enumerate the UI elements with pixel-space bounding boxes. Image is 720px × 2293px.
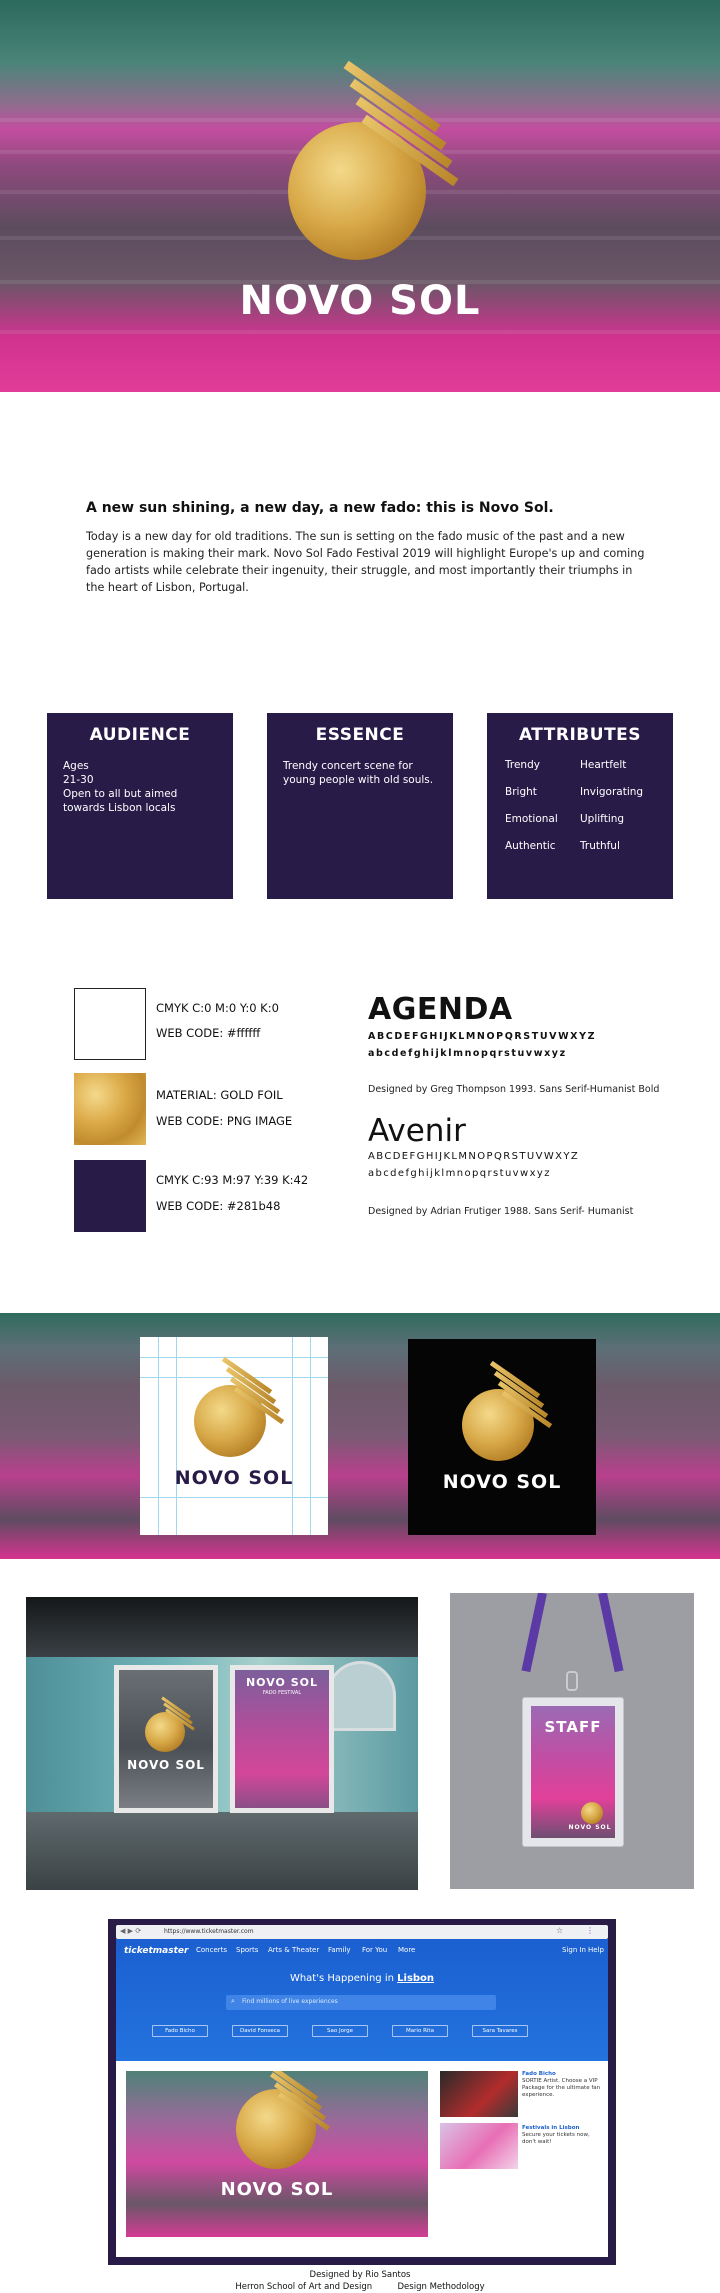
- nav-more[interactable]: More: [398, 1946, 416, 1954]
- chip-mario-rita[interactable]: Mario Rita: [392, 2025, 448, 2037]
- chip-david-fonseca[interactable]: David Fonseca: [232, 2025, 288, 2037]
- attribute-item: Bright: [505, 786, 537, 798]
- star-icon[interactable]: ☆: [556, 1926, 564, 1935]
- help-link[interactable]: Help: [588, 1946, 604, 1954]
- poster-brand-top: NOVO SOL: [245, 1676, 319, 1689]
- poster-subtitle: FADO FESTIVAL: [262, 1690, 302, 1696]
- attribute-item: Truthful: [580, 840, 620, 852]
- search-icon: ⌕: [231, 1997, 235, 2005]
- agenda-note: Designed by Greg Thompson 1993. Sans Serif-Humanist Bold: [368, 1084, 660, 1095]
- chip-fado-bicho[interactable]: Fado Bicho: [152, 2025, 208, 2037]
- avenir-note: Designed by Adrian Frutiger 1988. Sans Serif- Humanist: [368, 1206, 634, 1217]
- avenir-uppercase: ABCDEFGHIJKLMNOPQRSTUVWXYZ: [368, 1151, 580, 1162]
- agenda-font-name: AGENDA: [368, 992, 513, 1027]
- url-text[interactable]: https://www.ticketmaster.com: [164, 1928, 254, 1935]
- card-line: young people with old souls.: [283, 774, 434, 786]
- featured-banner[interactable]: [126, 2071, 428, 2237]
- ticketmaster-header: [116, 1939, 608, 2061]
- agenda-lowercase: abcdefghijklmnopqrstuvwxyz: [368, 1048, 567, 1059]
- nav-concerts[interactable]: Concerts: [196, 1946, 228, 1954]
- purple-swatch: [74, 1160, 146, 1232]
- browser-mockup: [108, 1919, 616, 2265]
- attribute-item: Trendy: [505, 759, 540, 771]
- card-line: Trendy concert scene for: [283, 760, 413, 772]
- essence-card: [267, 713, 453, 899]
- side-thumb-1[interactable]: [440, 2071, 518, 2117]
- menu-icon[interactable]: ⋮: [586, 1926, 594, 1935]
- white-cmyk: CMYK C:0 M:0 Y:0 K:0: [156, 1001, 279, 1015]
- card-line: Open to all but aimed: [63, 788, 178, 800]
- search-placeholder: Find millions of live experiences: [242, 1998, 338, 2005]
- side-item-1-text: SORTIE Artist. Choose a VIP Package for the ultimate fan experience.: [522, 2078, 601, 2098]
- avenir-lowercase: abcdefghijklmnopqrstuvwxyz: [368, 1168, 551, 1179]
- gold-material: MATERIAL: GOLD FOIL: [156, 1088, 283, 1102]
- avenir-font-name: Avenir: [368, 1113, 466, 1149]
- sign-in-link[interactable]: Sign In: [562, 1946, 586, 1954]
- audience-title: AUDIENCE: [89, 725, 191, 745]
- badge-brand: NOVO SOL: [568, 1824, 612, 1831]
- chip-sao-jorge[interactable]: Sao Jorge: [312, 2025, 368, 2037]
- side-item-2-title: Festivals in Lisbon: [522, 2125, 580, 2131]
- lanyard-badge-mockup: [450, 1593, 694, 1889]
- staff-label: STAFF: [544, 1718, 602, 1736]
- banner-brand: NOVO SOL: [220, 2179, 334, 2200]
- side-item-2-text: Secure your tickets now, don't wait!: [522, 2132, 590, 2145]
- card-line: 21-30: [63, 774, 94, 786]
- side-item-1-title: Fado Bicho: [522, 2071, 556, 2077]
- credit-course: Design Methodology: [397, 2282, 485, 2292]
- logo-grid-tile: [140, 1337, 328, 1535]
- search-box[interactable]: [226, 1995, 496, 2010]
- station-poster-mockup: [26, 1597, 418, 1890]
- credit-school: Herron School of Art and Design: [235, 2282, 373, 2292]
- browser-address-bar: [116, 1925, 608, 1939]
- side-thumb-2[interactable]: [440, 2123, 518, 2169]
- nav-arts[interactable]: Arts & Theater: [268, 1946, 320, 1954]
- ticketmaster-logo[interactable]: ticketmaster: [124, 1946, 189, 1956]
- nav-for-you[interactable]: For You: [362, 1946, 388, 1954]
- attributes-title: ATTRIBUTES: [518, 725, 642, 745]
- purple-webcode: WEB CODE: #281b48: [156, 1199, 281, 1213]
- attribute-item: Emotional: [505, 813, 558, 825]
- attribute-item: Invigorating: [580, 786, 644, 798]
- side-item-1[interactable]: [522, 2071, 602, 2099]
- gold-foil-swatch: [74, 1073, 146, 1145]
- chip-sara-tavares[interactable]: Sara Tavares: [472, 2025, 528, 2037]
- nav-sports[interactable]: Sports: [236, 1946, 259, 1954]
- agenda-uppercase: ABCDEFGHIJKLMNOPQRSTUVWXYZ: [368, 1031, 597, 1042]
- audience-card: [47, 713, 233, 899]
- headline: [116, 1973, 608, 1984]
- logo-black-tile: [408, 1339, 596, 1535]
- credit-school-line: [0, 2281, 720, 2293]
- card-line: towards Lisbon locals: [63, 802, 176, 814]
- hero-banner: [0, 0, 720, 392]
- credit-designer: Designed by Rio Santos: [309, 2270, 411, 2280]
- essence-title: ESSENCE: [315, 725, 405, 745]
- headline-city[interactable]: Lisbon: [397, 1973, 435, 1984]
- nav-family[interactable]: Family: [328, 1946, 351, 1954]
- attributes-card: [487, 713, 673, 899]
- ticketmaster-page: [116, 1939, 608, 2257]
- intro-paragraph: Today is a new day for old traditions. The sun is setting on the fado music of the past and a new generation is making their mark. Novo Sol Fado Festival 2019 will highlight Europe's up and coming fado artists while celebrate their ingenuity, their struggle, and most importantly their triumphs in the heart of Lisbon, Portugal.: [86, 530, 645, 594]
- attribute-item: Authentic: [505, 840, 556, 852]
- credits: [0, 2269, 720, 2293]
- card-line: Ages: [63, 760, 89, 772]
- headline-prefix: What's Happening in: [289, 1973, 394, 1984]
- logo-mockup-band: [0, 1313, 720, 1559]
- gold-webcode: WEB CODE: PNG IMAGE: [156, 1114, 293, 1128]
- brand-name-dark: NOVO SOL: [174, 1467, 294, 1489]
- poster-left: [114, 1665, 218, 1813]
- poster-brand: NOVO SOL: [127, 1758, 205, 1772]
- nav-arrows-icon[interactable]: ◀ ▶ ⟳: [120, 1927, 142, 1935]
- brand-name: NOVO SOL: [239, 278, 481, 324]
- side-item-2[interactable]: [522, 2125, 602, 2146]
- poster-right: [230, 1665, 334, 1813]
- attribute-item: Uplifting: [580, 813, 625, 825]
- white-swatch: [74, 988, 146, 1060]
- attribute-item: Heartfelt: [580, 759, 627, 771]
- white-webcode: WEB CODE: #ffffff: [156, 1026, 261, 1040]
- brand-name-light: NOVO SOL: [442, 1471, 562, 1493]
- intro-heading: A new sun shining, a new day, a new fado: this is Novo Sol.: [86, 500, 554, 516]
- purple-cmyk: CMYK C:93 M:97 Y:39 K:42: [156, 1173, 309, 1187]
